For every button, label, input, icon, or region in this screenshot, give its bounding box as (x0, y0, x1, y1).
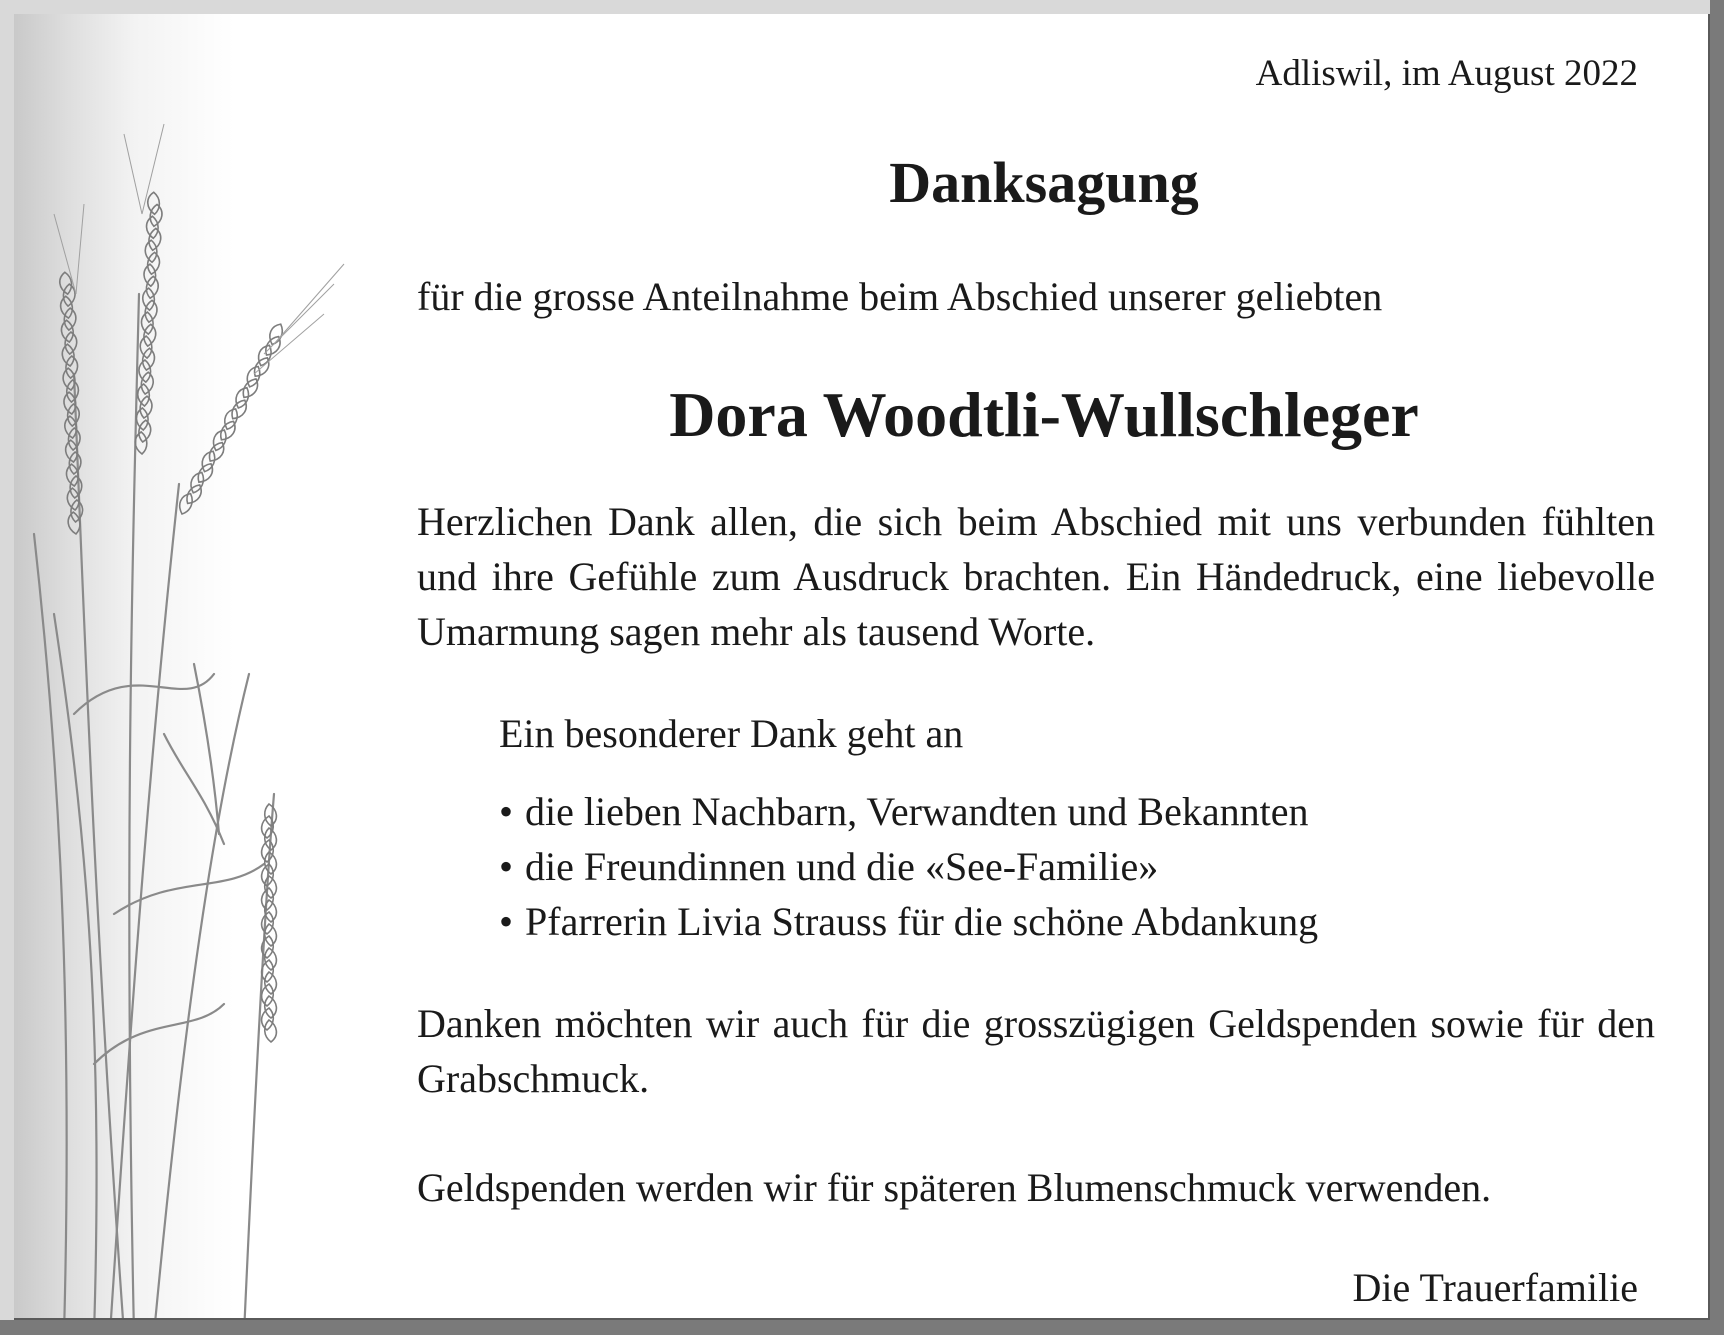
deceased-name: Dora Woodtli-Wullschleger (669, 379, 1419, 450)
list-item: • Pfarrerin Livia Strauss für die schöne Abdankung (499, 894, 1318, 949)
special-thanks-list (499, 784, 1318, 949)
list-item: • die Freundinnen und die «See-Familie» (499, 839, 1318, 894)
thanks-paragraph-1: Herzlichen Dank allen, die sich beim Abschied mit uns verbunden fühlten und ihre Gefühle zum Ausdruck brachten. Ein Händedruck, eine liebevolle Umarmung sagen mehr als tausend Worte. (417, 499, 1655, 654)
special-thanks-intro: Ein besonderer Dank geht an (499, 711, 964, 756)
thanks-paragraph-2: Danken möchten wir auch für die grosszügigen Geldspenden sowie für den Grabschmuck. (417, 1001, 1655, 1101)
wheat-illustration (14, 14, 374, 1320)
thanks-paragraph-3: Geldspenden werden wir für späteren Blumenschmuck verwenden. (417, 1165, 1492, 1210)
place-date: Adliswil, im August 2022 (1255, 53, 1638, 94)
list-item: • die lieben Nachbarn, Verwandten und Bekannten (499, 784, 1318, 839)
signature: Die Trauerfamilie (1352, 1265, 1638, 1310)
notice-title: Danksagung (889, 150, 1199, 215)
intro-line: für die grosse Anteilnahme beim Abschied unserer geliebten (417, 274, 1383, 319)
